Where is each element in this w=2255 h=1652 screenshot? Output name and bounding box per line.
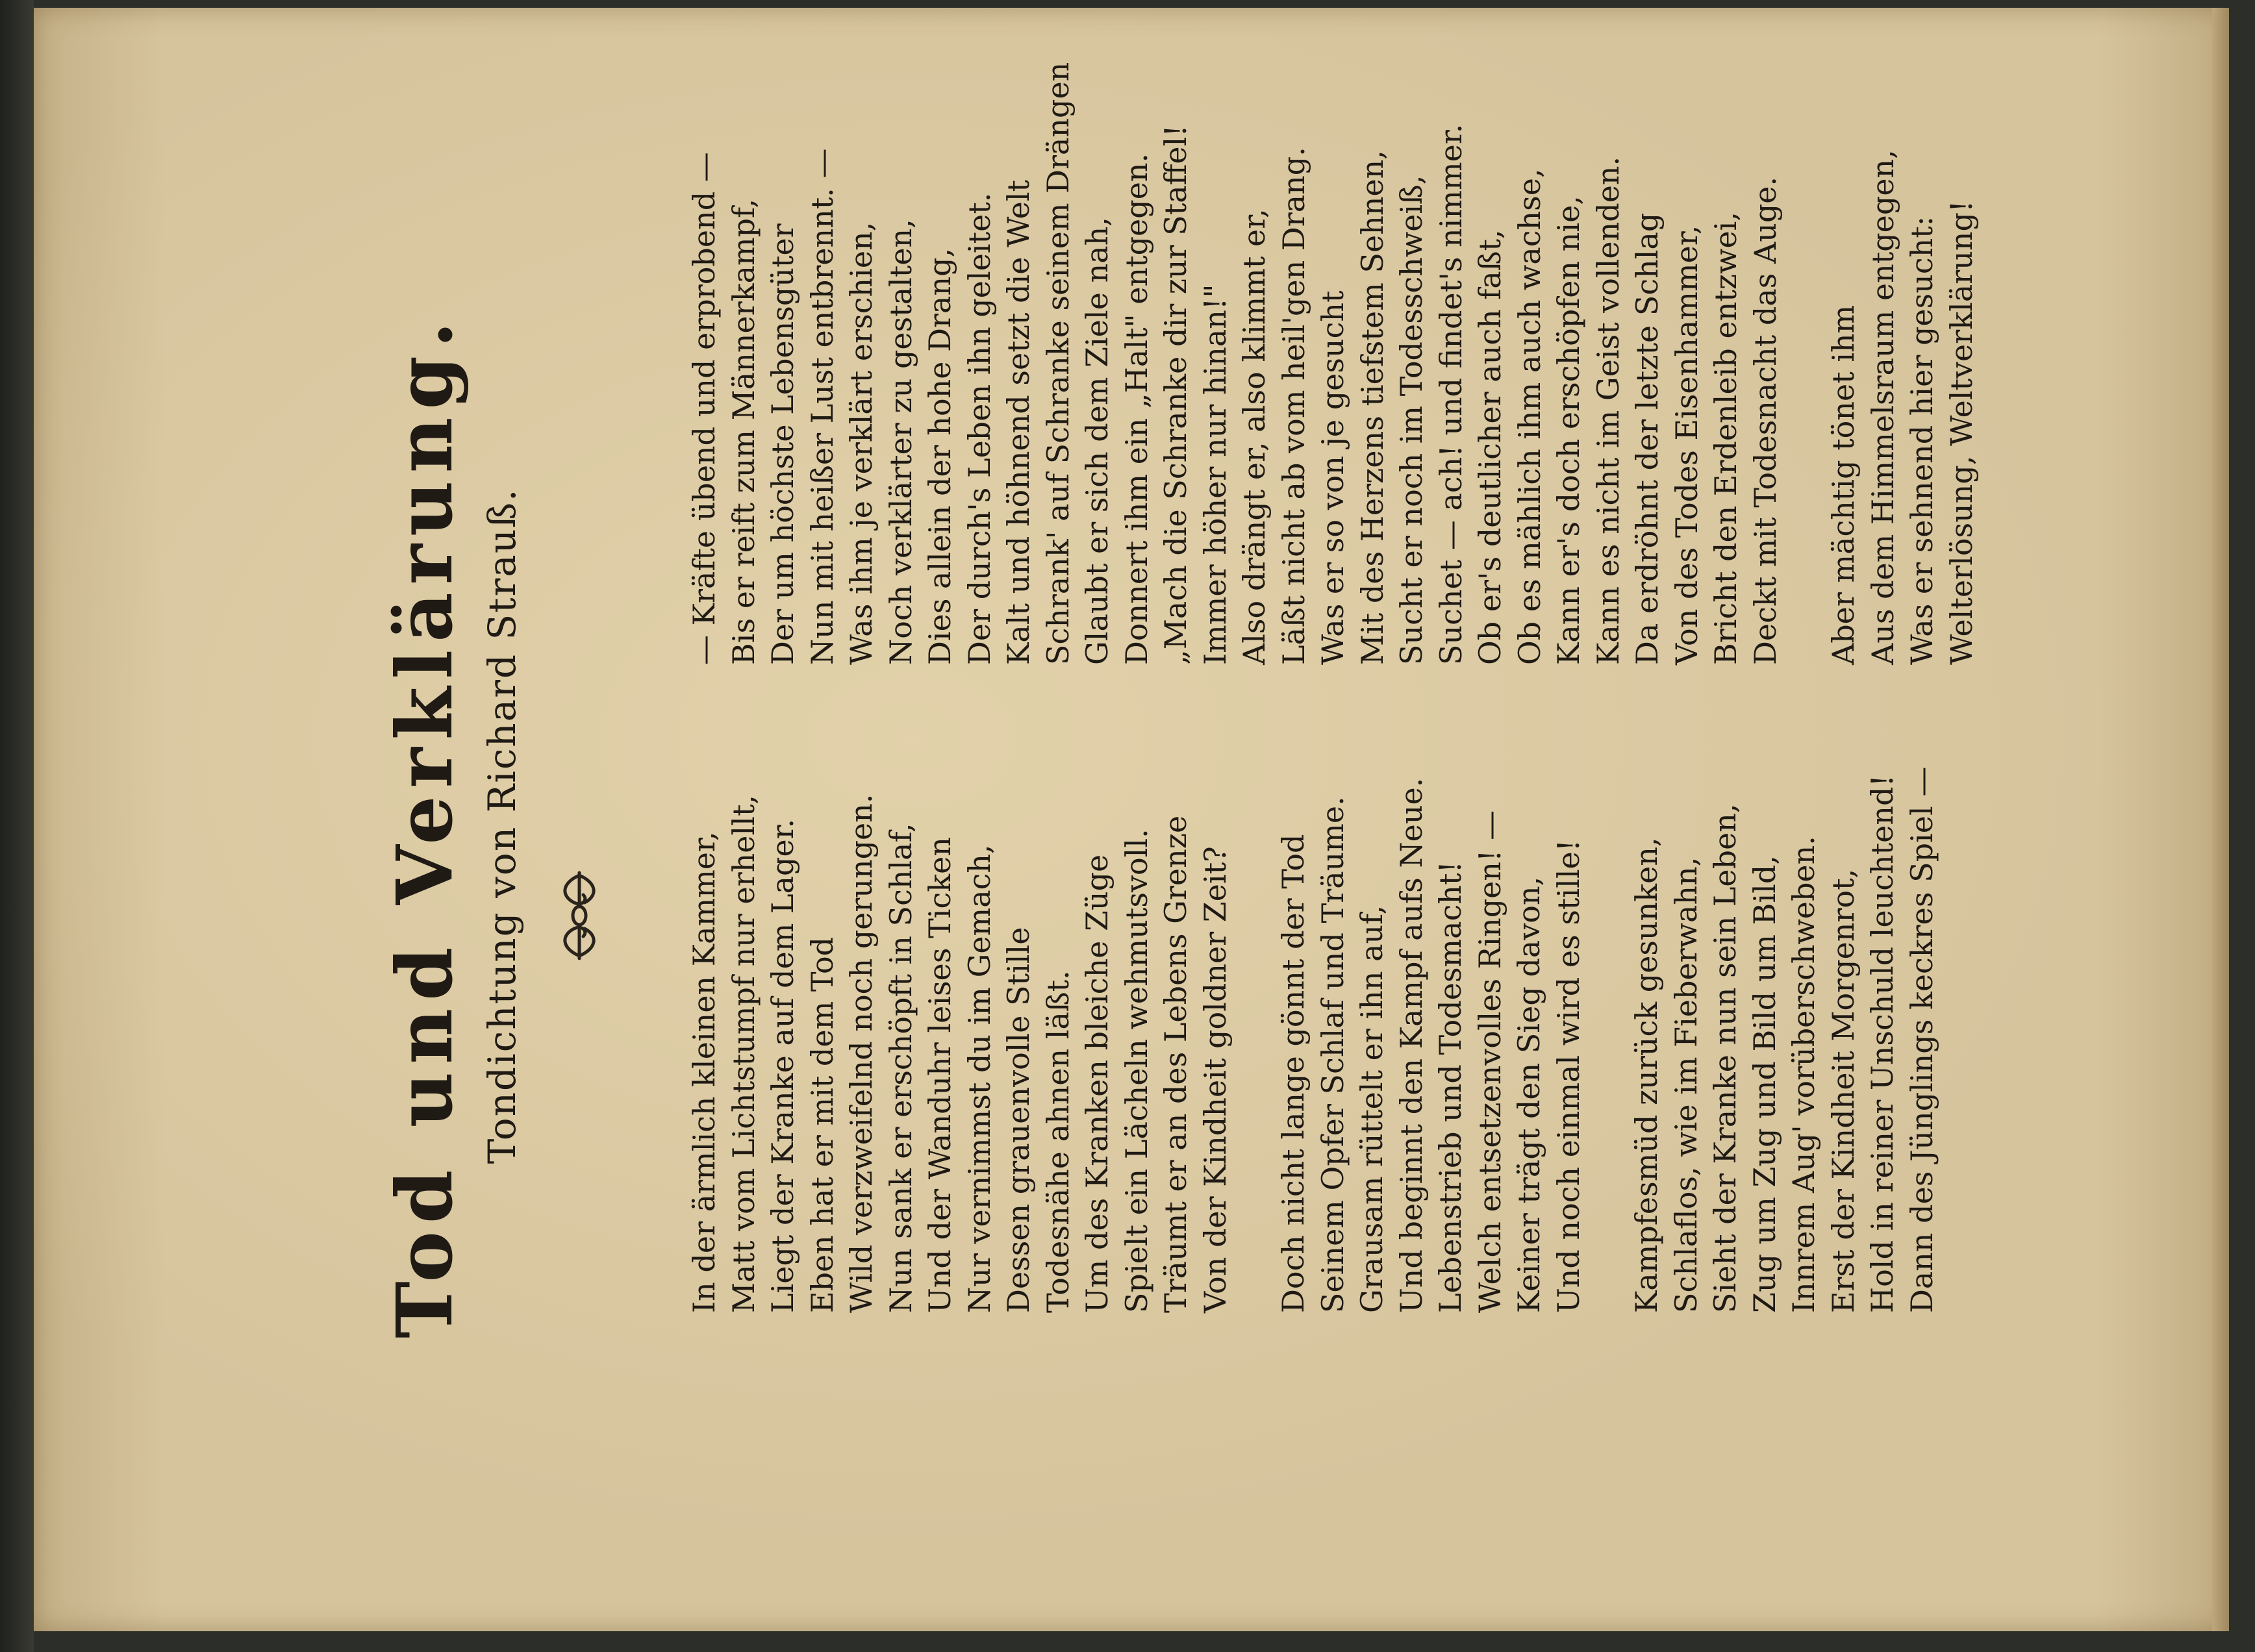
poem-line: Der um höchste Lebensgüter [765, 223, 800, 665]
poem-line: Und beginnt den Kampf aufs Neue. [1393, 777, 1429, 1313]
poem-line: Matt vom Lichtstumpf nur erhellt, [725, 794, 761, 1313]
poem-line: Nun mit heißer Lust entbrennt. — [804, 148, 840, 665]
poem-line: Zug um Zug und Bild um Bild, [1746, 855, 1782, 1313]
title-block [379, 34, 525, 1618]
poem-line: Sucht er noch im Todesschweiß, [1394, 175, 1429, 665]
poem-line: Und noch einmal wird es stille! [1550, 839, 1586, 1313]
poem-left-column [685, 767, 1941, 1313]
poem-line: Läßt nicht ab vom heil'gen Drang. [1276, 147, 1311, 665]
poem-line: Also drängt er, also klimmt er, [1237, 208, 1272, 665]
poem-line: Aber mächtig tönet ihm [1826, 305, 1861, 665]
poem-line: Grausam rüttelt er ihn auf, [1354, 905, 1389, 1313]
poem-line: Schlaflos, wie im Fieberwahn, [1668, 857, 1704, 1313]
poem-line: „Mach die Schranke dir zur Staffel! [1158, 125, 1193, 665]
poem-line: Kann er's doch erschöpfen nie, [1551, 195, 1586, 665]
poem-line: Der durch's Leben ihn geleitet. [961, 192, 997, 665]
poem-line: Immer höher nur hinan!" [1197, 284, 1233, 665]
poem-line: Nun sank er erschöpft in Schlaf, [883, 823, 918, 1313]
poem-line: Um des Kranken bleiche Züge [1079, 854, 1115, 1313]
poem-line: In der ärmlich kleinen Kammer, [687, 831, 722, 1313]
poem-line: Spielt ein Lächeln wehmutsvoll. [1118, 829, 1154, 1313]
poem-line: Welch entsetzenvolles Ringen! — [1472, 810, 1507, 1313]
poem-line: Von der Kindheit goldner Zeit? [1197, 846, 1233, 1313]
poem-line: Mit des Herzens tiefstem Sehnen, [1354, 150, 1390, 665]
stanza-break [1588, 767, 1627, 1313]
poem-line: Ob es mählich ihm auch wachse, [1511, 168, 1547, 665]
poem-line: Was ihm je verklärt erschien, [844, 221, 879, 665]
poem-line: Bricht den Erdenleib entzwei, [1708, 212, 1743, 665]
poem-line: Keiner trägt den Sieg davon, [1511, 876, 1546, 1313]
poem-line: Kann es nicht im Geist vollenden. [1590, 156, 1626, 665]
poem-line: Noch verklärter zu gestalten, [883, 219, 918, 665]
poem-line: Bis er reift zum Männerkampf, [725, 198, 761, 665]
poem-line: Doch nicht lange gönnt der Tod [1276, 834, 1311, 1313]
stanza-break [1785, 62, 1824, 665]
poem-line: Erst der Kindheit Morgenrot, [1825, 868, 1861, 1313]
poem-line: Donnert ihm ein „Halt" entgegen. [1118, 153, 1154, 665]
poem-line: Innrem Aug' vorüberschweben. [1786, 836, 1821, 1313]
poem-line: Suchet — ach! und findet's nimmer. [1433, 123, 1468, 665]
poem-line: Hold in reiner Unschuld leuchtend! [1865, 775, 1900, 1313]
poem-line: Kalt und höhnend setzt die Welt [1001, 179, 1036, 665]
poem-right-column [685, 62, 1981, 665]
poem-line: Ob er's deutlicher auch faßt, [1472, 229, 1507, 665]
poem-line: Was er so von je gesucht [1315, 290, 1350, 665]
scroll-ornament-icon [548, 870, 611, 961]
poem-title: Tod und Verklärung. [379, 313, 470, 1339]
stanza-break [1235, 767, 1274, 1313]
poem-line: Kampfesmüd zurück gesunken, [1629, 837, 1664, 1313]
poem-line: Schrank' auf Schranke seinem Drängen [1040, 62, 1076, 665]
poem-line: Aus dem Himmelsraum entgegen, [1865, 149, 1900, 665]
poem-line: Wild verzweifelnd noch gerungen. [844, 794, 879, 1313]
poem-line: Seinem Opfer Schlaf und Träume. [1315, 796, 1350, 1313]
poem-line: Deckt mit Todesnacht das Auge. [1747, 176, 1783, 665]
poem-line: Sieht der Kranke nun sein Leben, [1707, 803, 1743, 1313]
poem-line: Was er sehnend hier gesucht: [1904, 216, 1939, 665]
poem-line: Dann des Jünglings keckres Spiel — [1904, 766, 1939, 1313]
poem-line: Träumt er an des Lebens Grenze [1158, 815, 1193, 1313]
poem-line: Von des Todes Eisenhammer, [1669, 225, 1704, 665]
poem-line: Eben hat er mit dem Tod [804, 936, 840, 1313]
poem-line: Dessen grauenvolle Stille [1001, 927, 1036, 1313]
poem-line: Todesnähe ahnen läßt. [1040, 970, 1076, 1313]
poem-line: Und der Wanduhr leises Ticken [922, 837, 957, 1313]
poem-subtitle: Tondichtung von Richard Strauß. [480, 488, 524, 1164]
poem-line: Da erdröhnt der letzte Schlag [1630, 212, 1665, 665]
rotated-content [29, 34, 2224, 1618]
poem-line: — Kräfte übend und erprobend — [687, 152, 722, 665]
poem-line: Liegt der Kranke auf dem Lager. [765, 818, 800, 1313]
poem-line: Dies allein der hohe Drang, [922, 247, 957, 665]
poem-line: Nur vernimmst du im Gemach, [961, 844, 997, 1313]
poem-line: Glaubt er sich dem Ziele nah, [1079, 217, 1115, 665]
poem-line: Lebenstrieb und Todesmacht! [1433, 861, 1468, 1313]
poem-line: Welterlösung, Weltverklärung! [1943, 200, 1979, 665]
